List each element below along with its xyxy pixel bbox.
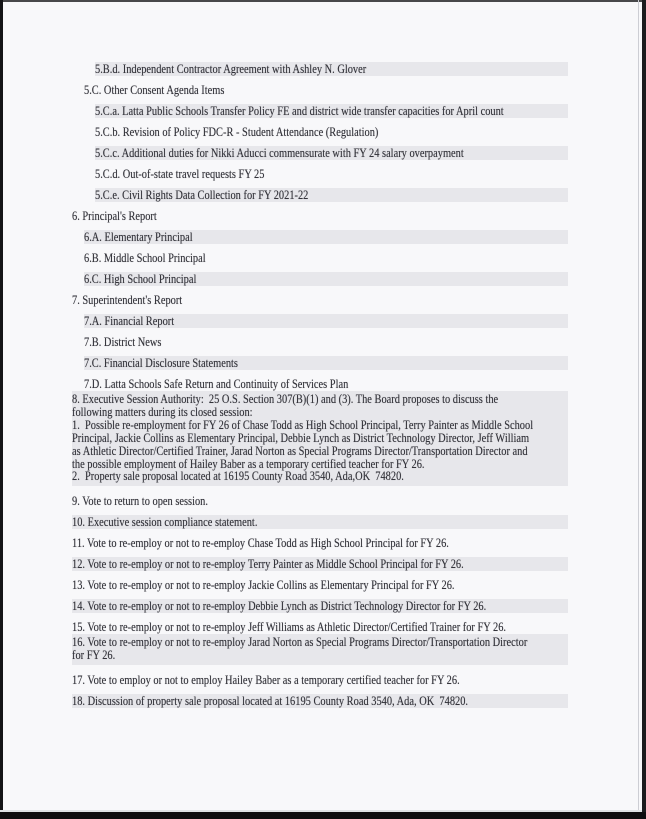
agenda-item-line <box>95 125 568 139</box>
agenda-item <box>84 356 568 370</box>
agenda-item-line <box>84 83 568 97</box>
scan-edge-bottom <box>0 812 646 819</box>
agenda-item-line <box>95 146 568 160</box>
agenda-item <box>72 634 568 665</box>
agenda-item <box>72 391 568 486</box>
agenda-item-text: 8. Executive Session Authority: 25 O.S. Section 307(B)(1) and (3). The Board proposes to discuss the <box>72 391 499 406</box>
agenda-item-text: 10. Executive session compliance statement. <box>72 514 258 530</box>
agenda-item-line <box>84 335 568 349</box>
agenda-item-line <box>72 293 568 307</box>
agenda-item-line <box>95 188 568 202</box>
agenda-item-line <box>72 620 568 634</box>
agenda-item <box>72 673 568 687</box>
agenda-item-text: 5.B.d. Independent Contractor Agreement with Ashley N. Glover <box>95 61 367 76</box>
agenda-item-text: 7.C. Financial Disclosure Statements <box>84 355 238 370</box>
agenda-item-text: 5.C.c. Additional duties for Nikki Aducci commensurate with FY 24 salary overpayment <box>95 145 464 160</box>
agenda-item <box>72 620 568 634</box>
agenda-item-line <box>84 314 568 328</box>
agenda-item <box>84 314 568 328</box>
agenda-item-line <box>72 599 568 613</box>
agenda-item-text: as Athletic Director/Certified Trainer, Jarad Norton as Special Programs Director/Transportation Director and <box>72 442 528 458</box>
agenda-item-text: 6.B. Middle School Principal <box>84 250 206 265</box>
agenda-item <box>84 230 568 244</box>
agenda-item-text: 7.A. Financial Report <box>84 313 175 328</box>
agenda-item-line <box>72 470 568 483</box>
agenda-item <box>84 272 568 286</box>
page-right-border <box>638 0 639 812</box>
agenda-item-text: 5.C.e. Civil Rights Data Collection for FY 2021-22 <box>95 187 309 202</box>
agenda-item-line <box>84 251 568 265</box>
agenda-item-line <box>72 694 568 708</box>
agenda-item-line <box>84 377 568 391</box>
agenda-item-text: 7. Superintendent's Report <box>72 292 183 307</box>
scan-edge-left <box>0 0 3 819</box>
agenda-item-text: Principal, Jackie Collins as Elementary Principal, Debbie Lynch as District Technology Director, Jeff William <box>72 429 530 445</box>
agenda-item-text: following matters during its closed session: <box>72 403 253 419</box>
agenda-item-line <box>72 515 568 529</box>
agenda-item-line <box>72 636 568 649</box>
agenda-item-text: 2. Property sale proposal located at 16195 County Road 3540, Ada,OK 74820. <box>72 468 404 484</box>
agenda-item <box>95 125 568 139</box>
agenda-item-text: 16. Vote to re-employ or not to re-employ Jarad Norton as Special Programs Director/Transportation Director <box>72 634 528 650</box>
agenda-item-text: 14. Vote to re-employ or not to re-employ Debbie Lynch as District Technology Director for FY 26. <box>72 598 487 614</box>
agenda-item-text: 5.C.d. Out-of-state travel requests FY 25 <box>95 166 265 181</box>
agenda-item <box>95 167 568 181</box>
agenda-item-text: 7.D. Latta Schools Safe Return and Continuity of Services Plan <box>84 376 349 391</box>
agenda-item-text: 5.C.b. Revision of Policy FDC-R - Student Attendance (Regulation) <box>95 124 379 139</box>
agenda-item-line <box>72 494 568 508</box>
agenda-item <box>72 578 568 592</box>
agenda-item <box>72 209 568 223</box>
agenda-item-text: 1. Possible re-employment for FY 26 of Chase Todd as High School Principal, Terry Painter as Middle School <box>72 416 534 432</box>
agenda-item <box>72 536 568 550</box>
agenda-item-text: the possible employment of Hailey Baber as a temporary certified teacher for FY 26. <box>72 455 425 471</box>
agenda-list <box>0 62 568 715</box>
agenda-item-text: 6.C. High School Principal <box>84 271 197 286</box>
agenda-item <box>95 146 568 160</box>
agenda-item-text: 5.C. Other Consent Agenda Items <box>84 82 225 97</box>
agenda-item-line <box>95 62 568 76</box>
agenda-item-line <box>72 536 568 550</box>
agenda-item-line <box>95 104 568 118</box>
agenda-item-line <box>84 272 568 286</box>
scan-edge-right <box>642 0 646 819</box>
agenda-item <box>84 251 568 265</box>
agenda-item-line <box>72 578 568 592</box>
agenda-item <box>72 694 568 708</box>
agenda-item-text: for FY 26. <box>72 647 116 663</box>
agenda-item-text: 6. Principal's Report <box>72 208 157 223</box>
agenda-item-line <box>72 557 568 571</box>
agenda-item <box>84 335 568 349</box>
agenda-item <box>72 293 568 307</box>
agenda-item <box>72 515 568 529</box>
agenda-item-text: 9. Vote to return to open session. <box>72 493 208 509</box>
agenda-item <box>72 494 568 508</box>
agenda-item-line <box>84 356 568 370</box>
agenda-item-text: 7.B. District News <box>84 334 162 349</box>
agenda-item-text: 5.C.a. Latta Public Schools Transfer Policy FE and district wide transfer capacities for April count <box>95 103 504 118</box>
agenda-item <box>72 599 568 613</box>
agenda-item-line <box>72 649 568 662</box>
agenda-item-line <box>95 167 568 181</box>
agenda-item-text: 12. Vote to re-employ or not to re-employ Terry Painter as Middle School Principal for FY 26. <box>72 556 464 572</box>
agenda-item-text: 18. Discussion of property sale proposal located at 16195 County Road 3540, Ada, OK 74820. <box>72 693 469 709</box>
agenda-item <box>95 62 568 76</box>
agenda-item <box>95 104 568 118</box>
agenda-item-line <box>72 673 568 687</box>
agenda-item-text: 17. Vote to employ or not to employ Hailey Baber as a temporary certified teacher for FY 26. <box>72 672 460 688</box>
agenda-item <box>84 377 568 391</box>
agenda-item <box>95 188 568 202</box>
agenda-item-text: 11. Vote to re-employ or not to re-employ Chase Todd as High School Principal for FY 26. <box>72 535 449 551</box>
agenda-item-text: 13. Vote to re-employ or not to re-employ Jackie Collins as Elementary Principal for FY 26. <box>72 577 455 593</box>
agenda-item-text: 15. Vote to re-employ or not to re-employ Jeff Williams as Athletic Director/Certified Trainer for FY 26. <box>72 619 506 635</box>
scan-edge-top <box>0 0 646 2</box>
agenda-item <box>84 83 568 97</box>
agenda-item-line <box>84 230 568 244</box>
agenda-item-line <box>72 209 568 223</box>
agenda-item <box>72 557 568 571</box>
agenda-item-text: 6.A. Elementary Principal <box>84 229 193 244</box>
